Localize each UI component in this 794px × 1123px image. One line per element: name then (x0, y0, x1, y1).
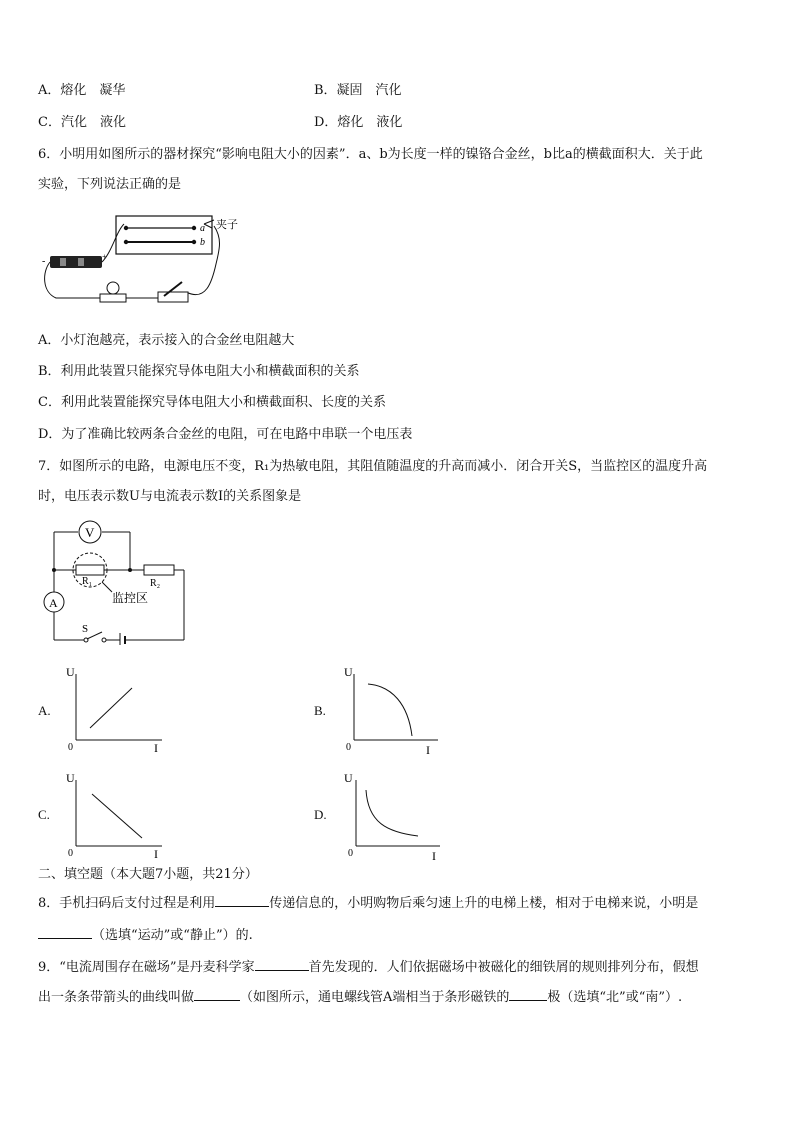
axis-i: I (432, 849, 436, 862)
q5-option-a: A．熔化 凝华 (38, 83, 126, 98)
q7-graph-a-label: A. (38, 703, 51, 718)
label-monitor-zone: 监控区 (112, 591, 149, 605)
q9-blank-3[interactable] (509, 988, 547, 1001)
q8-text-a: 8．手机扫码后支付过程是利用 (38, 896, 216, 911)
q7-graph-a (62, 660, 172, 756)
q7-graph-d-label: D. (314, 807, 327, 822)
axis-i: I (154, 741, 158, 755)
axis-u: U (344, 771, 353, 785)
q7-graph-d (338, 766, 448, 862)
axis-u: U (66, 665, 75, 679)
label-clip: 夹子 (216, 219, 238, 231)
bulb-base (100, 294, 126, 302)
q8-text-c: （选填“运动”或“静止”）的. (92, 928, 253, 943)
label-b: b (200, 237, 205, 248)
q9-blank-2[interactable] (194, 988, 240, 1001)
q8-line2 (38, 926, 253, 945)
q6-stem-line2: 实验，下列说法正确的是 (38, 177, 182, 192)
q7-graph-c-label: C. (38, 807, 50, 822)
wire-board (116, 216, 212, 254)
q5-option-d: D．熔化 液化 (314, 115, 403, 130)
q9-blank-1[interactable] (255, 958, 309, 971)
q7-graph-c (62, 766, 172, 862)
q6-option-a: A．小灯泡越亮，表示接入的合金丝电阻越大 (38, 333, 295, 348)
battery-icon (50, 256, 102, 268)
axis-origin: 0 (68, 742, 73, 753)
section-title: 二、填空题（本大题7小题，共21分） (38, 867, 258, 882)
q7-circuit-figure (40, 520, 190, 645)
axis-origin: 0 (348, 848, 353, 859)
q7-stem-line2: 时，电压表示数U与电流表示数I的关系图象是 (38, 489, 302, 504)
q9-line1 (38, 958, 699, 977)
bulb-icon (107, 282, 119, 294)
label-a: a (200, 223, 205, 234)
label-r1: R₁ (82, 576, 93, 587)
q7-stem-line1: 7．如图所示的电路，电源电压不变，R₁为热敏电阻，其阻值随温度的升高而减小．闭合开关S，当监控区的温度升高 (38, 459, 708, 474)
ammeter-label: A (49, 596, 58, 610)
q9-text-c: 出一条条带箭头的曲线叫做 (38, 990, 195, 1005)
q6-stem-line1: 6．小明用如图所示的器材探究“影响电阻大小的因素”．a、b为长度一样的镍铬合金丝，b比a的横截面积大．关于此 (38, 147, 703, 162)
resistor-r2 (144, 565, 174, 575)
q8-blank-2[interactable] (38, 926, 92, 939)
q6-apparatus-figure (36, 212, 256, 308)
axis-i: I (426, 743, 430, 756)
q7-graph-b (338, 660, 448, 756)
switch-base (158, 292, 188, 302)
axis-i: I (154, 847, 158, 861)
q7-graph-b-label: B. (314, 703, 326, 718)
q9-text-b: 首先发现的．人们依据磁场中被磁化的细铁屑的规则排列分布，假想 (308, 960, 699, 975)
q9-text-e: 极（选填“北”或“南”）. (547, 990, 683, 1005)
q8-text-b: 传递信息的，小明购物后乘匀速上升的电梯上楼，相对于电梯来说，小明是 (269, 896, 699, 911)
q8-line1 (38, 894, 698, 913)
resistor-r1 (76, 565, 104, 575)
q8-blank-1[interactable] (215, 894, 269, 907)
axis-u: U (66, 771, 75, 785)
voltmeter-label: V (85, 525, 95, 540)
label-switch: S (82, 623, 89, 635)
axis-origin: 0 (68, 848, 73, 859)
switch-s (87, 632, 102, 639)
q5-option-c: C．汽化 液化 (38, 115, 126, 130)
q9-text-a: 9．“电流周围存在磁场”是丹麦科学家 (38, 960, 255, 975)
q5-option-b: B．凝固 汽化 (314, 83, 402, 98)
q6-option-d: D．为了准确比较两条合金丝的电阻，可在电路中串联一个电压表 (38, 427, 413, 442)
q9-line2 (38, 988, 682, 1007)
label-r2: R₂ (150, 578, 161, 589)
q6-option-b: B．利用此装置只能探究导体电阻大小和横截面积的关系 (38, 364, 360, 379)
battery-minus: - (42, 256, 46, 267)
q6-option-c: C．利用此装置能探究导体电阻大小和横截面积、长度的关系 (38, 395, 386, 410)
axis-u: U (344, 665, 353, 679)
q9-text-d: （如图所示，通电螺线管A端相当于条形磁铁的 (240, 990, 510, 1005)
axis-origin: 0 (346, 742, 351, 753)
battery-plus: + (102, 252, 108, 262)
